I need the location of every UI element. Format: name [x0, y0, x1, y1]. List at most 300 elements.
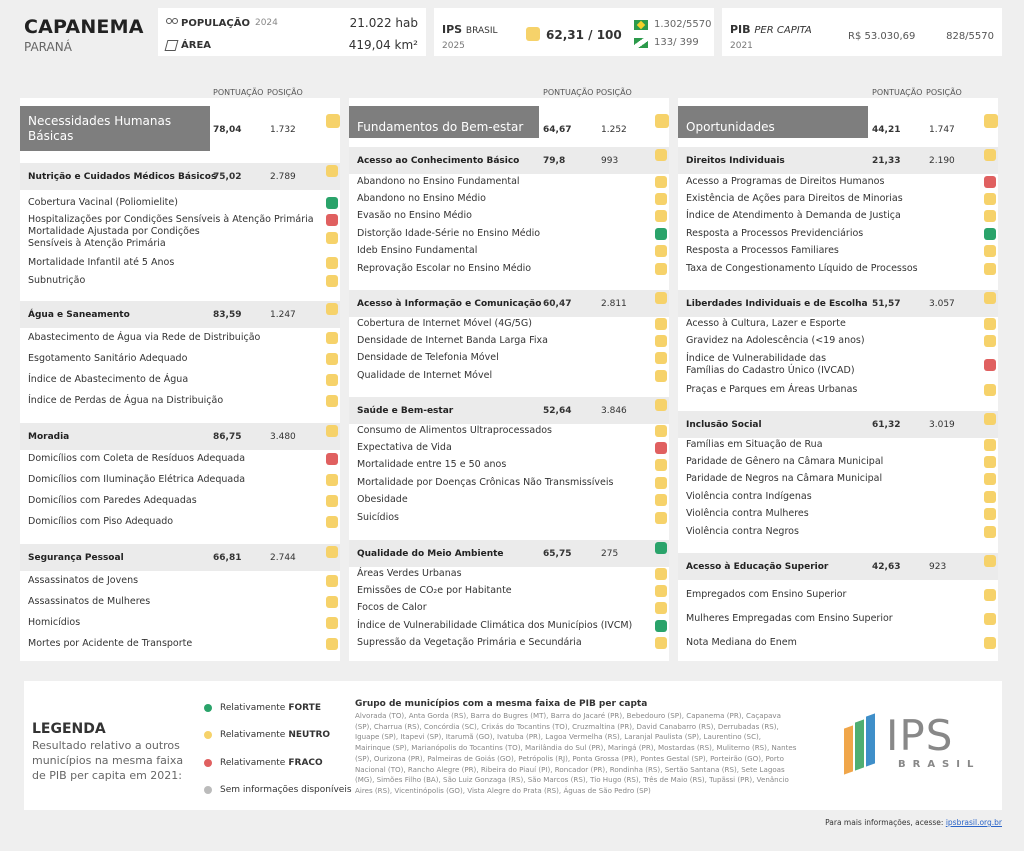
- indicator-mulheres-empregadas-com-ensino-superior: [686, 613, 893, 625]
- component-position: 993: [601, 156, 619, 166]
- indicator-reprovacao-escolar-no-ensino-medio: [357, 263, 531, 275]
- component-score: 61,32: [872, 420, 901, 430]
- indicator-name: Distorção Idade-Série no Ensino Médio: [357, 228, 541, 239]
- indicator-name: Taxa de Congestionamento Líquido de Processos: [686, 263, 918, 274]
- component-position: 2.789: [270, 172, 296, 182]
- legend-description: Resultado relativo a outros municípios na mesma faixa de PIB per capita em 2021:: [32, 739, 184, 782]
- indicator-name: Homicídios: [28, 617, 81, 628]
- legend-forte: [204, 703, 321, 713]
- component-name: Moradia: [28, 432, 70, 442]
- dimension-title: Fundamentos do Bem-estar: [349, 106, 539, 138]
- indicator-name: Acesso à Cultura, Lazer e Esporte: [686, 318, 846, 329]
- indicator-name: Praças e Parques em Áreas Urbanas: [686, 384, 858, 395]
- indicator-indice-de-abastecimento-de-agua: [28, 374, 188, 386]
- indicator-name: Domicílios com Paredes Adequadas: [28, 495, 197, 506]
- brazil-flag-icon: [634, 20, 648, 30]
- indicator-status-square: [984, 589, 996, 601]
- indicator-name: Mortalidade Ajustada por Condições: [28, 226, 200, 237]
- indicator-status-square: [655, 425, 667, 437]
- indicator-status-square: [655, 620, 667, 632]
- indicator-status-square: [326, 232, 338, 244]
- forte-dot-icon: [204, 704, 212, 712]
- indicator-mortalidade-ajustada-por-condicoes: [28, 226, 200, 250]
- component-position: 275: [601, 549, 619, 559]
- indicator-name: Emissões de CO₂e por Habitante: [357, 585, 512, 596]
- indicator-status-square: [984, 318, 996, 330]
- logo-subtext: BRASIL: [898, 759, 981, 770]
- indicator-name: Densidade de Internet Banda Larga Fixa: [357, 335, 548, 346]
- indicator-status-square: [984, 176, 996, 188]
- legend: [24, 681, 1002, 810]
- indicator-name: Obesidade: [357, 494, 408, 505]
- indicator-status-square: [984, 335, 996, 347]
- indicator-name: Violência contra Negros: [686, 526, 799, 537]
- component-name: Acesso à Informação e Comunicação: [357, 299, 542, 309]
- indicator-mortalidade-por-doencas-cronicas-nao-transmissiveis: [357, 477, 613, 489]
- legend-sem-info-label: Sem informações disponíveis: [220, 785, 352, 795]
- indicator-name: Resposta a Processos Familiares: [686, 245, 839, 256]
- pib-rank: 828/5570: [946, 31, 994, 42]
- indicator-status-square: [326, 596, 338, 608]
- indicator-status-square: [984, 456, 996, 468]
- indicator-abastecimento-de-agua-via-rede-de-distribuicao: [28, 332, 260, 344]
- indicator-mortalidade-infantil-ate-5-anos: [28, 257, 174, 269]
- indicator-consumo-de-alimentos-ultraprocessados: [357, 425, 552, 437]
- component-status-square: [326, 165, 338, 177]
- indicator-name: Paridade de Negros na Câmara Municipal: [686, 473, 883, 484]
- indicator-status-square: [655, 637, 667, 649]
- indicator-name: Empregados com Ensino Superior: [686, 589, 847, 600]
- col1-position-header: POSIÇÃO: [267, 88, 303, 97]
- legend-forte-label: FORTE: [288, 703, 321, 713]
- indicator-status-square: [326, 374, 338, 386]
- indicator-status-square: [655, 176, 667, 188]
- component-status-square: [655, 399, 667, 411]
- component-position: 2.190: [929, 156, 955, 166]
- indicator-status-square: [984, 491, 996, 503]
- indicator-name: Gravidez na Adolescência (<19 anos): [686, 335, 865, 346]
- legend-title: LEGENDA: [32, 721, 106, 737]
- pib-card: [722, 8, 1002, 56]
- column-necessidades-humanas: [20, 98, 340, 661]
- component-name: Saúde e Bem-estar: [357, 406, 454, 416]
- indicator-status-square: [655, 585, 667, 597]
- component-position: 923: [929, 562, 947, 572]
- indicator-name: Mulheres Empregadas com Ensino Superior: [686, 613, 893, 624]
- indicator-paridade-de-negros-na-camara-municipal: [686, 473, 882, 485]
- group-municipalities: Alvorada (TO), Anta Gorda (RS), Barra do Bugres (MT), Barra do Jacaré (PR), Bebedouro (SP), Capanema (PR), Caçapava (SP), Charrua (RS), Concórdia (SC), Crixás do Tocantins (TO), Cruzmaltina (PR), David Canabarro (RS), Derrubadas (RS), Iguape (SP), Itapevi (SP), Itarumã (GO), Ivatuba (PR), Lagoa Vermelha (RS), Laranjal Paulista (SP), Laurentino (SC), Mairinque (SP), Marianópolis do Tocantins (TO), Marilândia do Sul (PR), Maringá (PR), Mostardas (RS), Muliterno (RS), Nantes (SP), Ourizona (PR), Palmeiras de Goiás (GO), Petrópolis (RJ), Ponta Grossa (PR), Pontes Gestal (SP), Porteirão (GO), Porto Nacional (TO), Rancho Alegre (PR), Ribeira do Piauí (PI), Roncador (PR), Rondinha (RS), Sertão Santana (RS), Sete Lagoas (MG), Simões Filho (BA), São Luiz Gonzaga (RS), São Marcos (RS), Tio Hugo (RS), Três de Maio (RS), Tupãssi (PR), Venâncio Aires (RS), Vicentinópolis (GO), Vista Alegre do Prata (RS), Águas de São Pedro (SP): [355, 711, 797, 795]
- component-position: 3.480: [270, 432, 296, 442]
- indicator-status-square: [326, 474, 338, 486]
- indicator-nota-mediana-do-enem: [686, 637, 797, 649]
- rank-state: [634, 37, 699, 48]
- indicator-domicilios-com-piso-adequado: [28, 516, 173, 528]
- indicator-empregados-com-ensino-superior: [686, 589, 846, 601]
- indicator-name: Resposta a Processos Previdenciários: [686, 228, 864, 239]
- indicator-name-line2: Famílias do Cadastro Único (IVCAD): [686, 365, 855, 376]
- indicator-name: Nota Mediana do Enem: [686, 637, 797, 648]
- ips-brasil-logo: [836, 711, 996, 781]
- indicator-name: Famílias em Situação de Rua: [686, 439, 823, 450]
- indicator-cobertura-de-internet-movel-4g-5g: [357, 318, 532, 330]
- indicator-name: Índice de Vulnerabilidade Climática dos Municípios (IVCM): [357, 620, 633, 631]
- indicator-existencia-de-acoes-para-direitos-de-minorias: [686, 193, 903, 205]
- indicator-status-square: [984, 210, 996, 222]
- indicator-resposta-a-processos-previdenciarios: [686, 228, 863, 240]
- component-name: Acesso ao Conhecimento Básico: [357, 156, 520, 166]
- legend-sem-info: [204, 785, 352, 795]
- indicator-esgotamento-sanitario-adequado: [28, 353, 187, 365]
- indicator-status-square: [326, 275, 338, 287]
- indicator-name-line2: Sensíveis à Atenção Primária: [28, 238, 166, 249]
- dimension-position: 1.747: [929, 125, 955, 135]
- fraco-dot-icon: [204, 759, 212, 767]
- indicator-status-square: [984, 613, 996, 625]
- indicator-indice-de-atendimento-a-demanda-de-justica: [686, 210, 901, 222]
- col3-score-header: PONTUAÇÃO: [872, 88, 923, 97]
- col2-score-header: PONTUAÇÃO: [543, 88, 594, 97]
- indicator-focos-de-calor: [357, 602, 427, 614]
- population-value: 21.022 hab: [349, 16, 418, 30]
- dimension-position: 1.732: [270, 125, 296, 135]
- population-area-card: [158, 8, 426, 56]
- component-name: Nutrição e Cuidados Médicos Básicos: [28, 172, 217, 182]
- indicator-expectativa-de-vida: [357, 442, 452, 454]
- indicator-status-square: [326, 353, 338, 365]
- indicator-domicilios-com-paredes-adequadas: [28, 495, 197, 507]
- col2-position-header: POSIÇÃO: [596, 88, 632, 97]
- indicator-acesso-a-cultura-lazer-e-esporte: [686, 318, 846, 330]
- indicator-name: Abandono no Ensino Médio: [357, 193, 486, 204]
- indicator-name: Densidade de Telefonia Móvel: [357, 352, 499, 363]
- component-status-square: [326, 303, 338, 315]
- indicator-status-square: [655, 263, 667, 275]
- indicator-mortes-por-acidente-de-transporte: [28, 638, 192, 650]
- pib-label-suffix: PER CAPITA: [754, 25, 812, 36]
- indicator-status-square: [655, 442, 667, 454]
- indicator-name: Mortes por Acidente de Transporte: [28, 638, 193, 649]
- indicator-name: Supressão da Vegetação Primária e Secundária: [357, 637, 582, 648]
- indicator-status-square: [984, 473, 996, 485]
- component-score: 60,47: [543, 299, 572, 309]
- indicator-status-square: [984, 439, 996, 451]
- indicator-pracas-e-parques-em-areas-urbanas: [686, 384, 857, 396]
- indicator-subnutricao: [28, 275, 85, 287]
- people-icon: [166, 18, 177, 29]
- component-seguranca-pessoal: [20, 544, 340, 571]
- ips-label-main: IPS: [442, 23, 463, 36]
- component-acesso-a-educacao-superior: [678, 553, 998, 580]
- indicator-status-square: [326, 395, 338, 407]
- indicator-name: Assassinatos de Mulheres: [28, 596, 151, 607]
- indicator-status-square: [655, 494, 667, 506]
- component-score: 86,75: [213, 432, 242, 442]
- component-acesso-a-informacao-e-comunicacao: [349, 290, 669, 317]
- indicator-name: Consumo de Alimentos Ultraprocessados: [357, 425, 552, 436]
- component-score: 51,57: [872, 299, 901, 309]
- indicator-status-square: [655, 602, 667, 614]
- indicator-violencia-contra-mulheres: [686, 508, 809, 520]
- indicator-acesso-a-programas-de-direitos-humanos: [686, 176, 884, 188]
- indicator-name: Áreas Verdes Urbanas: [357, 568, 462, 579]
- component-qualidade-do-meio-ambiente: [349, 540, 669, 567]
- indicator-status-square: [655, 335, 667, 347]
- dimension-title: Oportunidades: [678, 106, 868, 138]
- component-inclusao-social: [678, 411, 998, 438]
- legend-fraco: [204, 758, 323, 768]
- component-nutricao-e-cuidados-medicos-basicos: [20, 163, 340, 190]
- component-score: 42,63: [872, 562, 901, 572]
- group-title: Grupo de municípios com a mesma faixa de PIB per capta: [355, 699, 648, 709]
- pib-label-main: PIB: [730, 23, 751, 36]
- component-agua-e-saneamento: [20, 301, 340, 328]
- indicator-name: Mortalidade por Doenças Crônicas Não Transmissíveis: [357, 477, 614, 488]
- footer-link[interactable]: ipsbrasil.org.br: [945, 818, 1002, 827]
- rank-brazil: [634, 19, 711, 30]
- indicator-abandono-no-ensino-medio: [357, 193, 486, 205]
- indicator-gravidez-na-adolescencia-19-anos: [686, 335, 865, 347]
- legend-neutro-prefix: Relativamente: [220, 730, 286, 740]
- indicator-name: Subnutrição: [28, 275, 86, 286]
- rank-brazil-value: 1.302/5570: [654, 19, 712, 30]
- indicator-status-square: [984, 359, 996, 371]
- neutro-dot-icon: [204, 731, 212, 739]
- indicator-status-square: [326, 453, 338, 465]
- indicator-status-square: [984, 245, 996, 257]
- component-name: Água e Saneamento: [28, 310, 130, 320]
- indicator-status-square: [655, 568, 667, 580]
- component-status-square: [326, 546, 338, 558]
- indicator-name: Reprovação Escolar no Ensino Médio: [357, 263, 532, 274]
- indicator-domicilios-com-coleta-de-residuos-adequada: [28, 453, 245, 465]
- indicator-status-square: [326, 495, 338, 507]
- indicator-densidade-de-telefonia-movel: [357, 352, 499, 364]
- component-score: 65,75: [543, 549, 572, 559]
- indicator-qualidade-de-internet-movel: [357, 370, 492, 382]
- component-status-square: [655, 149, 667, 161]
- indicator-abandono-no-ensino-fundamental: [357, 176, 520, 188]
- component-position: 2.744: [270, 553, 296, 563]
- indicator-name: Domicílios com Piso Adequado: [28, 516, 174, 527]
- component-score: 79,8: [543, 156, 566, 166]
- indicator-distorcao-idade-serie-no-ensino-medio: [357, 228, 540, 240]
- indicator-name: Violência contra Indígenas: [686, 491, 812, 502]
- rank-state-value: 133/ 399: [654, 37, 699, 48]
- dimension-score: 44,21: [872, 125, 901, 135]
- indicator-name: Abandono no Ensino Fundamental: [357, 176, 520, 187]
- component-status-square: [655, 292, 667, 304]
- column-fundamentos-bem-estar: [349, 98, 669, 661]
- indicator-name: Domicílios com Iluminação Elétrica Adequada: [28, 474, 246, 485]
- indicator-status-square: [984, 637, 996, 649]
- component-score: 52,64: [543, 406, 572, 416]
- indicator-name: Violência contra Mulheres: [686, 508, 809, 519]
- population-label: POPULAÇÃO: [181, 17, 250, 29]
- indicator-status-square: [326, 257, 338, 269]
- indicator-name: Acesso a Programas de Direitos Humanos: [686, 176, 885, 187]
- indicator-status-square: [984, 228, 996, 240]
- indicator-status-square: [326, 638, 338, 650]
- indicator-supressao-da-vegetacao-primaria-e-secundaria: [357, 637, 582, 649]
- indicator-status-square: [326, 575, 338, 587]
- indicator-name: Domicílios com Coleta de Resíduos Adequada: [28, 453, 246, 464]
- indicator-name: Esgotamento Sanitário Adequado: [28, 353, 188, 364]
- component-score: 66,81: [213, 553, 242, 563]
- indicator-name: Cobertura Vacinal (Poliomielite): [28, 197, 178, 208]
- component-name: Segurança Pessoal: [28, 553, 124, 563]
- ips-year: 2025: [442, 41, 465, 51]
- indicator-status-square: [655, 318, 667, 330]
- population-year: 2024: [254, 18, 278, 28]
- dimension-status-square: [326, 114, 340, 128]
- indicator-name: Focos de Calor: [357, 602, 427, 613]
- indicator-status-square: [984, 263, 996, 275]
- indicator-name: Hospitalizações por Condições Sensíveis à Atenção Primária: [28, 214, 314, 225]
- component-position: 3.019: [929, 420, 955, 430]
- city-name: CAPANEMA: [24, 16, 144, 38]
- indicator-assassinatos-de-jovens: [28, 575, 138, 587]
- indicator-cobertura-vacinal-poliomielite: [28, 197, 178, 209]
- area-label: ÁREA: [181, 39, 212, 51]
- component-status-square: [984, 292, 996, 304]
- component-name: Liberdades Individuais e de Escolha: [686, 299, 868, 309]
- component-position: 2.811: [601, 299, 627, 309]
- indicator-name: Assassinatos de Jovens: [28, 575, 139, 586]
- footer: [825, 818, 1002, 827]
- indicator-status-square: [655, 459, 667, 471]
- pib-label: [730, 23, 812, 36]
- area-value: 419,04 km²: [348, 38, 418, 52]
- logo-bar-orange: [844, 725, 853, 774]
- sem-info-dot-icon: [204, 786, 212, 794]
- component-position: 3.846: [601, 406, 627, 416]
- indicator-status-square: [655, 210, 667, 222]
- component-status-square: [326, 425, 338, 437]
- legend-neutro-label: NEUTRO: [288, 730, 331, 740]
- indicator-mortalidade-entre-15-e-50-anos: [357, 459, 506, 471]
- dimension-title: Necessidades Humanas Básicas: [20, 106, 210, 151]
- area-row: [166, 38, 418, 52]
- indicator-name: Índice de Abastecimento de Água: [28, 374, 189, 385]
- indicator-violencia-contra-indigenas: [686, 491, 812, 503]
- indicator-status-square: [655, 193, 667, 205]
- indicator-areas-verdes-urbanas: [357, 568, 462, 580]
- dimension-status-square: [655, 114, 669, 128]
- component-name: Direitos Individuais: [686, 156, 785, 166]
- indicator-status-square: [326, 516, 338, 528]
- indicator-status-square: [655, 477, 667, 489]
- indicator-name: Evasão no Ensino Médio: [357, 210, 472, 221]
- column-oportunidades: [678, 98, 998, 661]
- indicator-name: Índice de Vulnerabilidade das: [686, 353, 827, 364]
- ips-status-square: [526, 27, 540, 41]
- dimension-score: 64,67: [543, 125, 572, 135]
- col3-position-header: POSIÇÃO: [926, 88, 962, 97]
- component-status-square: [984, 413, 996, 425]
- legend-fraco-prefix: Relativamente: [220, 758, 286, 768]
- indicator-status-square: [984, 526, 996, 538]
- indicator-name: Expectativa de Vida: [357, 442, 452, 453]
- indicator-status-square: [655, 245, 667, 257]
- indicator-indice-de-perdas-de-agua-na-distribuicao: [28, 395, 223, 407]
- component-status-square: [984, 555, 996, 567]
- indicator-taxa-de-congestionamento-liquido-de-processos: [686, 263, 918, 275]
- indicator-ideb-ensino-fundamental: [357, 245, 477, 257]
- ips-label: [442, 23, 498, 36]
- indicator-name: Suicídios: [357, 512, 399, 523]
- indicator-domicilios-com-iluminacao-eletrica-adequada: [28, 474, 245, 486]
- indicator-indice-de-vulnerabilidade-climatica-dos-municipios-ivcm: [357, 620, 632, 632]
- indicator-assassinatos-de-mulheres: [28, 596, 150, 608]
- indicator-status-square: [326, 214, 338, 226]
- indicator-name: Mortalidade Infantil até 5 Anos: [28, 257, 175, 268]
- component-name: Inclusão Social: [686, 420, 762, 430]
- component-score: 21,33: [872, 156, 901, 166]
- component-position: 3.057: [929, 299, 955, 309]
- component-moradia: [20, 423, 340, 450]
- population-row: [166, 16, 418, 30]
- indicator-status-square: [984, 384, 996, 396]
- indicator-name: Ideb Ensino Fundamental: [357, 245, 478, 256]
- component-direitos-individuais: [678, 147, 998, 174]
- indicator-resposta-a-processos-familiares: [686, 245, 839, 257]
- indicator-status-square: [655, 512, 667, 524]
- indicator-status-square: [984, 193, 996, 205]
- logo-bar-blue: [866, 713, 875, 766]
- footer-text: Para mais informações, acesse:: [825, 818, 944, 827]
- indicator-name: Paridade de Gênero na Câmara Municipal: [686, 456, 884, 467]
- indicator-densidade-de-internet-banda-larga-fixa: [357, 335, 548, 347]
- ips-score: 62,31 / 100: [546, 28, 622, 42]
- component-status-square: [984, 149, 996, 161]
- city-header: [24, 16, 144, 54]
- parana-flag-icon: [634, 38, 648, 48]
- col1-score-header: PONTUAÇÃO: [213, 88, 264, 97]
- indicator-name: Existência de Ações para Direitos de Minorias: [686, 193, 903, 204]
- indicator-homicidios: [28, 617, 80, 629]
- indicator-hospitalizacoes-por-condicoes-sensiveis-a-atencao-primaria: [28, 214, 314, 226]
- indicator-status-square: [655, 228, 667, 240]
- component-status-square: [655, 542, 667, 554]
- component-liberdades-individuais-e-de-escolha: [678, 290, 998, 317]
- map-icon: [165, 40, 179, 51]
- indicator-name: Abastecimento de Água via Rede de Distribuição: [28, 332, 261, 343]
- indicator-name: Índice de Perdas de Água na Distribuição: [28, 395, 224, 406]
- indicator-suicidios: [357, 512, 399, 524]
- indicator-name: Mortalidade entre 15 e 50 anos: [357, 459, 507, 470]
- logo-bar-green: [855, 719, 864, 770]
- component-acesso-ao-conhecimento-basico: [349, 147, 669, 174]
- indicator-name: Qualidade de Internet Móvel: [357, 370, 493, 381]
- component-score: 75,02: [213, 172, 242, 182]
- indicator-status-square: [655, 370, 667, 382]
- component-position: 1.247: [270, 310, 296, 320]
- component-saude-e-bem-estar: [349, 397, 669, 424]
- indicator-evasao-no-ensino-medio: [357, 210, 472, 222]
- indicator-status-square: [655, 352, 667, 364]
- indicator-name: Índice de Atendimento à Demanda de Justiça: [686, 210, 901, 221]
- component-name: Acesso à Educação Superior: [686, 562, 829, 572]
- legend-forte-prefix: Relativamente: [220, 703, 286, 713]
- ips-label-suffix: BRASIL: [465, 26, 498, 36]
- indicator-status-square: [984, 508, 996, 520]
- component-score: 83,59: [213, 310, 242, 320]
- pib-year: 2021: [730, 41, 753, 51]
- indicator-indice-de-vulnerabilidade-das: [686, 353, 855, 377]
- indicator-name: Cobertura de Internet Móvel (4G/5G): [357, 318, 532, 329]
- dimension-status-square: [984, 114, 998, 128]
- indicator-status-square: [326, 197, 338, 209]
